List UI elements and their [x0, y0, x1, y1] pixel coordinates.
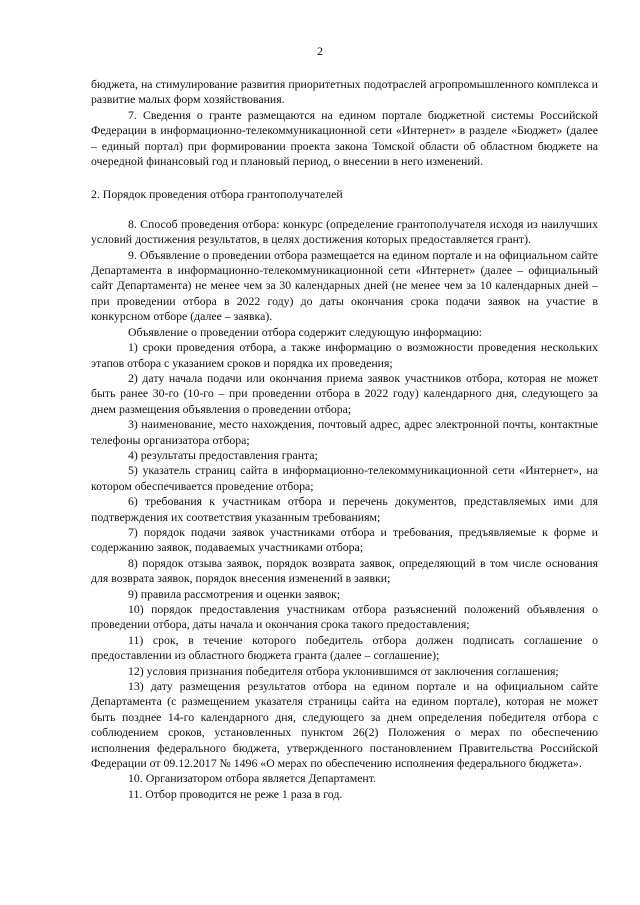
- list-item-7: 7) порядок подачи заявок участниками отбора и требования, предъявляемые к форме и содержанию заявок, подаваемых участниками отбора;: [91, 524, 598, 555]
- list-item-8: 8) порядок отзыва заявок, порядок возврата заявок, определяющий в том числе основания для возврата заявок, порядок внесения изменений в заявки;: [91, 555, 598, 586]
- paragraph-budget-continuation: бюджета, на стимулирование развития приоритетных подотраслей агропромышленного комплекса и развитие малых форм хозяйствования.: [91, 77, 598, 107]
- list-item-2: 2) дату начала подачи или окончания приема заявок участников отбора, которая не может быть ранее 30-го (10-го – при проведении отбора в 2022 году) календарного дня, следующего за днем размещения объявления о проведении отбора;: [91, 370, 598, 416]
- paragraph-8: 8. Способ проведения отбора: конкурс (определение грантополучателя исходя из наилучших условий достижения результатов, в целях достижения которых предоставляется грант).: [91, 216, 598, 247]
- section-heading: 2. Порядок проведения отбора грантополучателей: [91, 187, 343, 202]
- list-item-13: 13) дату размещения результатов отбора на едином портале и на официальном сайте Департамента (с размещением указателя страницы сайта на едином портале), которая не может быть позднее 14-го календарного дня, следующего за днем определения победителя отбора с соблюдением сроков, установленных пунктом 26(2) Положения о мерах по обеспечению исполнения федерального бюджета, утвержденного постановлением Правительства Российской Федерации от 09.12.2017 № 1496 «О мерах по обеспечению исполнения федерального бюджета».: [91, 679, 598, 771]
- list-item-10: 10) порядок предоставления участникам отбора разъяснений положений объявления о проведении отбора, даты начала и окончания срока такого предоставления;: [91, 602, 598, 632]
- list-item-12: 12) условия признания победителя отбора уклонившимся от заключения соглашения;: [128, 663, 559, 678]
- list-item-6: 6) требования к участникам отбора и перечень документов, представляемых ими для подтверждения их соответствия указанным требованиям;: [91, 494, 598, 524]
- list-item-5: 5) указатель страниц сайта в информационно-телекоммуникационной сети «Интернет», на котором обеспечивается проведение отбора;: [91, 463, 598, 493]
- paragraph-7: 7. Сведения о гранте размещаются на едином портале бюджетной системы Российской Федерации в информационно-телекоммуникационной сети «Интернет» в разделе «Бюджет» (далее – единый портал) при формировании проекта закона Томской области об областном бюджете на очередной финансовый год и плановый период, о внесении в него изменений.: [91, 107, 598, 169]
- paragraph-announcement-intro: Объявление о проведении отбора содержит следующую информацию:: [128, 324, 483, 339]
- document-body: [91, 77, 598, 802]
- list-item-3: 3) наименование, место нахождения, почтовый адрес, адрес электронной почты, контактные телефоны организатора отбора;: [91, 417, 598, 447]
- paragraph-10: 10. Организатором отбора является Департамент.: [128, 771, 376, 786]
- list-item-1: 1) сроки проведения отбора, а также информацию о возможности проведения нескольких этапов отбора с указанием сроков и порядка их проведения;: [91, 340, 598, 370]
- list-item-4: 4) результаты предоставления гранта;: [128, 447, 318, 462]
- list-item-9: 9) правила рассмотрения и оценки заявок;: [128, 586, 341, 601]
- paragraph-11: 11. Отбор проводится не реже 1 раза в год.: [128, 786, 343, 801]
- list-item-11: 11) срок, в течение которого победитель отбора должен подписать соглашение о предоставлении из областного бюджета гранта (далее – соглашение);: [91, 632, 598, 663]
- paragraph-9: 9. Объявление о проведении отбора размещается на едином портале и на официальном сайте Департамента в информационно-телекоммуникационной сети «Интернет» (далее – официальный сайт Департамента) не менее чем за 30 календарных дней (не менее чем за 10 календарных дней – при проведении отбора в 2022 году) до даты окончания срока подачи заявок на участие в конкурсном отборе (далее – заявка).: [91, 247, 598, 324]
- page-number: 2: [317, 44, 323, 58]
